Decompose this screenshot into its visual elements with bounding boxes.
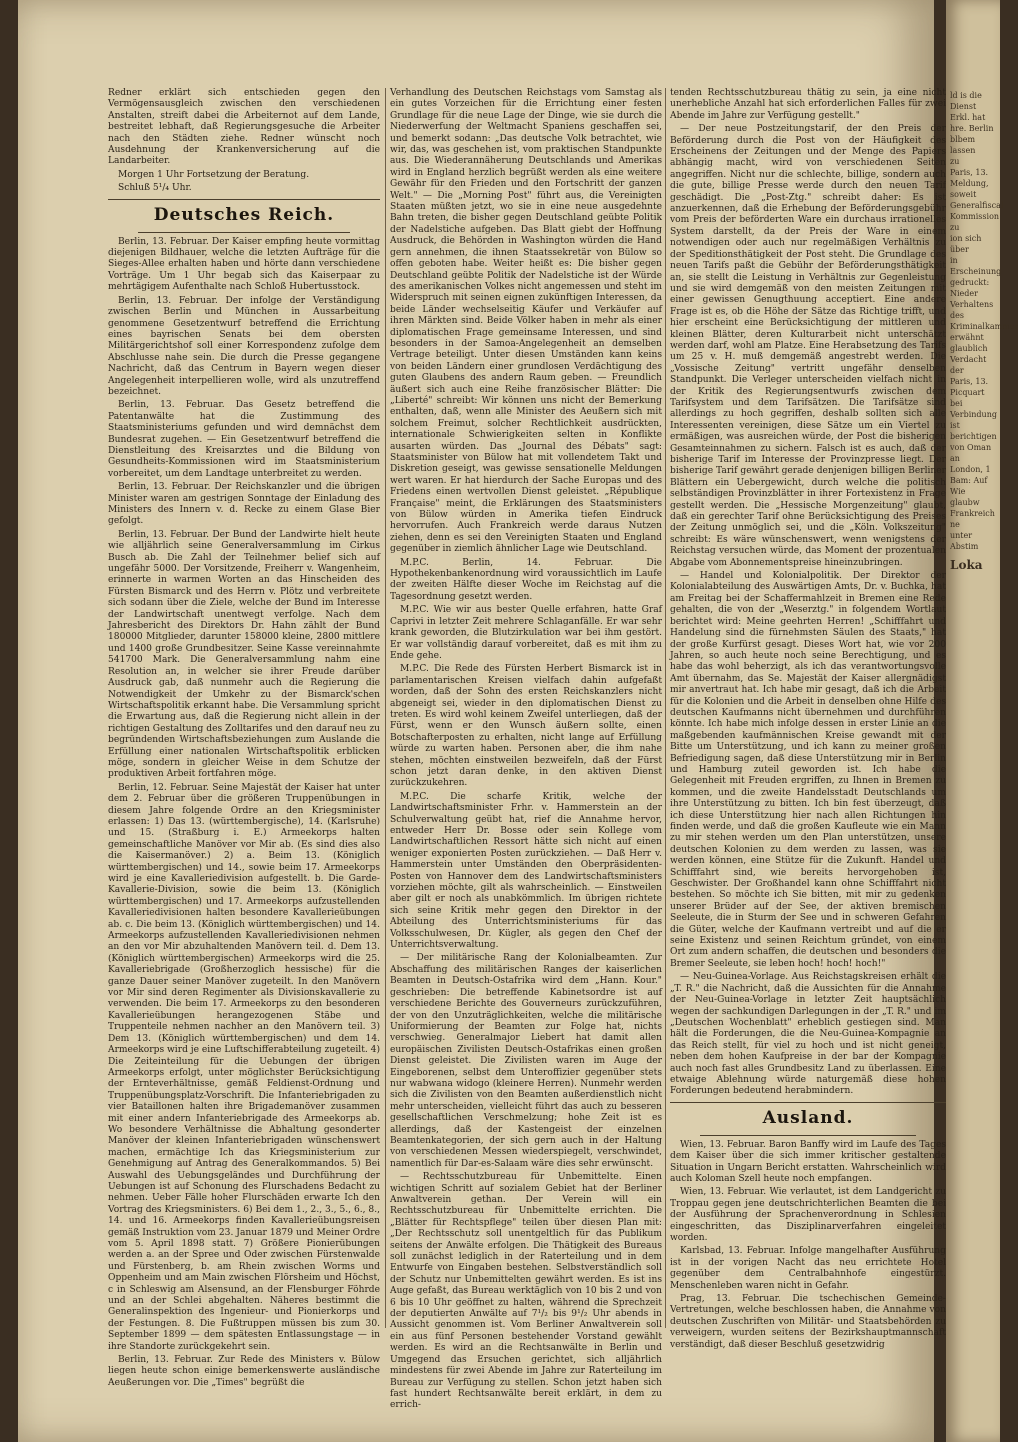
adjacent-page-line: Wie glaubw <box>950 487 980 507</box>
adjacent-page-line: Frankreich ne <box>950 509 995 529</box>
morgen-line: Morgen 1 Uhr Fortsetzung der Beratung. <box>118 169 310 180</box>
adjacent-page-line: zu <box>950 157 960 166</box>
adjacent-page-line: gedruckt: Nieder <box>950 278 990 298</box>
adjacent-page-line: Verhaltens des <box>950 300 994 320</box>
column-rule <box>385 88 386 1328</box>
heading-underline <box>700 1135 916 1136</box>
adjacent-page-line: ld is die Dienst <box>950 91 982 111</box>
article-postzeitungstarif: — Der neue Postzeitungstarif, der den Preis der Beförderung durch die Post von der Häufigkeit des Erscheinens der Zeitungen und der Menge des Papiers abhängig macht, wird von verschiedenen Seiten angegriffen. Nicht nur die schlechte, billige, sondern auch die gute, billige Presse werde durch den neuen Tarif geschädigt. Die „Post-Ztg." schreibt daher: Es ist anzuerkennen, daß die Erhebung der Beförderungsgebühr vom Preis der beförderten Ware ein durchaus irrationelles System darstellt, da der Preis der Ware in einem notwendigen oder auch nur regelmäßigen Verhältnis zu der Speditionsthätigkeit der Post steht. Die Grundlage des neuen Tarifs paßt die Gebühr der Beförderungsthätigkeit an, sie stellt die Leistung in Verhältnis zur Gegenleistung und sie wird demgemäß von den meisten Zeitungen mit einer gewissen Genugthuung acceptiert. Eine andere Frage ist es, ob die Höhe der Sätze das Richtige trifft, und hier erscheint eine Berücksichtigung der mittleren und kleinen Blätter, deren Kulturarbeit nicht unterschätzt werden darf, wohl am Platze. Eine Herabsetzung des Tarifs um 25 v. H. muß demgemäß angestrebt werden. Die „Vossische Zeitung" vertritt ungefähr denselben Standpunkt. Die Verleger unterscheiden vielfach nicht in der Kritik des Regierungsentwurfs zwischen dem Tarifsystem und dem Tarifsätzen. Die Tarifsätze sind allerdings zu hoch gegriffen, deshalb sollten sich alle Interessenten vereinigen, diese Sätze um ein Viertel zu ermäßigen, was ausreichen würde, der Post die bisherigen Gesamteinnahmen zu sichern. Falsch ist es auch, daß der bisherige Tarif im Interesse der Provinzpresse liegt. Der bisherige Tarif gewährt gerade denjenigen billigen Berliner Blättern ein Uebergewicht, durch welche die politisch selbständigen Provinzblätter in ihrer Fortexistenz in Frage gestellt werden. Die „Hessische Morgenzeitung" glaubt, daß ein gerechter Tarif ohne Berücksichtigung des Preises der Zeitung unmöglich sei, und die „Köln. Volkszeitung" schreibt: Es wäre wünschenswert, wenn wenigstens der Reichstag versuchen würde, das Moment der prozentualen Abgabe vom Abonnementspreise hineinzubringen. <box>670 124 946 568</box>
article-truppenuebungen: Berlin, 12. Februar. Seine Majestät der Kaiser hat unter dem 2. Februar über die größeren Truppenübungen in diesem Jahre folgende Ordre an den Kriegsminister erlassen: 1) Das 13. (württembergische), 14. (Karlsruhe) und 15. (Straßburg i. E.) Armeekorps halten gemeinschaftliche Manöver vor Mir ab. (Es sind dies also die Kaisermanöver.) 2) a. Beim 13. (Königlich württembergischen) und 14., sowie beim 17. Armeekorps wird je eine Kavalleriedivision aufgestellt. b. Die Garde-Kavallerie-Division, sowie die beim 13. (Königlich württembergischen) und 17. Armeekorps aufzustellenden Kavalleriedivisionen halten besondere Kavallerieübungen ab. c. Die beim 13. (Königlich württembergischen) und 14. Armeekorps aufzustellenden Kavalleriedivisionen nehmen an den vor Mir abzuhaltenden Manövern teil. d. Dem 13. (Königlich württembergischen) Armeekorps wird die 25. Kavalleriebrigade (Großherzoglich hessische) für die ganze Dauer seiner Manöver zugeteilt. In den Manövern vor Mir sind deren Regimenter als Divisionskavallerie zu verwenden. Die beim 17. Armeekorps zu den besonderen Kavallerieübungen herangezogenen Stäbe und Truppenteile nehmen nachher an den Manövern teil. 3) Dem 13. (Königlich württembergischen) und dem 14. Armeekorps wird je eine Luftschifferabteilung zugeteilt. 4) Die Zeiteinteilung für die Uebungen der übrigen Armeekorps erfolgt, unter möglichster Berücksichtigung der Ernteverhältnisse, gemäß Feldienst-Ordnung und Truppenübungsplatz-Vorschrift. Die Infanteriebrigaden zu vier Bataillonen halten ihre Brigademanöver zusammen mit einer andern Infanteriebrigade des Armeekorps ab. Wo besondere Verhältnisse die Abhaltung gesonderter Manöver der kleinen Infanteriebrigaden wünschenswert machen, ermächtige Ich das Kriegsministerium zur Genehmigung auf Antrag des Generalkommandos. 5) Bei Auswahl des Uebungsgeländes und Durchführung der Uebungen ist auf Schonung des Flurschadens Bedacht zu nehmen. Ueber Fälle hoher Flurschäden erwarte Ich den Vortrag des Kriegsministers. 6) Bei dem 1., 2., 3., 5., 6., 8., 14. und 16. Armeekorps finden Kavallerieübungsreisen gemäß Instruktion vom 23. Januar 1879 und Meiner Ordre vom 5. April 1898 statt. 7) Größere Pionierübungen werden a. an der Spree und Oder zwischen Fürstenwalde und Fürstenberg, b. am Rhein zwischen Worms und Oppenheim und am Main zwischen Flörsheim und Höchst, c in Schleswig am Alsensund, an der Flensburger Föhrde und an der Schlei abgehalten. Näheres bestimmt die Generalinspektion des Ingenieur- und Pionierkorps und der Festungen. 8. Die Fußtruppen müssen bis zum 30. September 1899 — dem spätesten Entlassungstage — in ihre Standorte zurückgekehrt sein. <box>108 782 380 1352</box>
intro-paragraph: Redner erklärt sich entschieden gegen den Vermögensausgleich zwischen den verschiedenen Anstalten, streift dabei die Arbeiternot auf dem Lande, bestreitet lebhaft, daß Regierungsgesuche die Arbeiter nach den Städten ziehe. Redner wünscht noch Ausdehnung der Krankenversicherung auf die Landarbeiter. <box>108 88 380 167</box>
adjacent-page-line: London, 1 <box>950 465 991 474</box>
article-rechtsschutz-cont: tenden Rechtsschutzbureau thätig zu sein, ja eine nicht unerhebliche Anzahl hat sich erforderlichen Falles für zwei Abende im Jahre zur Verfügung gestellt." <box>670 88 946 121</box>
adjacent-page-line: hre. Berlin <box>950 124 994 133</box>
article-caprivi: M.P.C. Wie wir aus bester Quelle erfahren, hatte Graf Caprivi in letzter Zeit mehrere Schlaganfälle. Er war sehr krank geworden, die Blutzirkulation war bei ihm gestört. Er war vollständig darauf vorbereitet, daß es mit ihm zu Ende gehe. <box>390 605 662 661</box>
adjacent-page-heading: Loka <box>950 558 983 572</box>
adjacent-page-line: Generalfiscal <box>950 201 1004 210</box>
section-divider <box>108 199 380 200</box>
section-divider <box>670 1102 946 1103</box>
article-handel-kolonialpolitik: — Handel und Kolonialpolitik. Der Direktor der Kolonialabteilung des Auswärtigen Amts, Dr. v. Buchka, hat am Freitag bei der Schaffermahlzeit in Bremen eine Rede gehalten, die von der „Weserztg." in folgendem Wortlaut berichtet wird: Meine geehrten Herren! „Schifffahrt und Handelung sind die fürnehmsten Säulen des Staats," hat der große Kurfürst gesagt. Dieses Wort hat, wie vor 200 Jahren, so auch heute noch seine Berechtigung, und es habe das wohl beherzigt, als ich das verantwortungsvolle Amt übernahm, das Se. Majestät der Kaiser allergnädigst mir anvertraut hat. Ich habe mir gesagt, daß ich die Arbeit für die Kolonien und die Arbeit in denselben ohne Hilfe des deutschen Kaufmanns nicht übernehmen und durchführen könnte. Ich habe mich infolge dessen in erster Linie an die maßgebenden kaufmännischen Kreise gewandt mit der Bitte um Unterstützung, und ich kann zu meiner großen Befriedigung sagen, daß diese Unterstützung mir in Berlin und Hamburg zuteil geworden ist. Ich habe die Gelegenheit mit Freuden ergriffen, zu Ihnen in Bremen zu kommen, und die zweite Handelsstadt Deutschlands um ihre Unterstützung zu bitten. Ich bin fest überzeugt, daß ich diese Unterstützung hier nach allen Richtungen hin finden werde, und daß die großen Kaufleute wie ein Mann zu mir stehen werden um den Plan unterstützen, unsere deutschen Kolonien zu dem werden zu lassen, was sie werden können, eine Stütze für die Zukunft. Handel und Schifffahrt sind, wie bereits hervorgehoben ist, Geschwister. Der Großhandel kann ohne Schifffahrt nicht bestehen. So möchte ich Sie bitten, mit mir zu gedenken unserer Brüder auf der See, der aktiven bremischen Seeleute, die in Sturm der See und in schweren Gefahren die Güter, welche der Kaufmann vertreibt und auf die er seine Existenz und seinen Reichtum gründet, von einem Ort zum andern schaffen, die deutschen und besonders die Bremer Seeleute, sie leben hoch! hoch! hoch!" <box>670 571 946 969</box>
article-senat: Berlin, 13. Februar. Der infolge der Verständigung zwischen Berlin und München in Aussarbeitung genommene Gesetzentwurf betreffend die Errichtung eines bayrischen Senats bei dem obersten Militärgerichtshof soll einer Korrespondenz zufolge dem Abschlusse nahe sein. Die durch die Presse gegangene Nachricht, daß das Centrum in Bayern wegen dieser Angelegenheit interpellieren wolle, wird als unzutreffend bezeichnet. <box>108 295 380 397</box>
adjacent-page-line: Paris, 13. <box>950 168 989 177</box>
adjacent-page-edge <box>946 0 1018 1442</box>
adjacent-page-line: ist berichtigen <box>950 421 997 441</box>
section-heading-ausland: Ausland. <box>762 1107 854 1128</box>
adjacent-page-line: Verbindung <box>950 410 997 419</box>
adjacent-page-line: unter Abstim <box>950 531 979 551</box>
column-3 <box>670 88 946 1350</box>
article-reichskanzler: Berlin, 13. Februar. Der Reichskanzler und die übrigen Minister waren am gestrigen Sonntage der Einladung des Ministers des Innern v. d. Recke zu einem Glase Bier gefolgt. <box>108 482 380 527</box>
adjacent-page-line: in Erscheinung <box>950 256 1002 276</box>
adjacent-page-line: Verdacht der <box>950 355 987 375</box>
adjacent-page-line: erwähnt glaublich <box>950 333 988 353</box>
adjacent-page-line: Kriminalkammer <box>950 322 1018 331</box>
heading-underline <box>138 232 350 233</box>
adjacent-page-line: Meldung, soweit <box>950 179 989 199</box>
newspaper-page <box>18 0 946 1442</box>
article-karlsbad: Karlsbad, 13. Februar. Infolge mangelhafter Ausführung ist in der vorigen Nacht das neu errichtete Hotel gegenüber dem Centralbahnhofe eingestürzt. Menschenleben waren nicht in Gefahr. <box>670 1246 946 1291</box>
article-neu-guinea: — Neu-Guinea-Vorlage. Aus Reichstagskreisen erhält die „T. R." die Nachricht, daß die Aussichten für die Annahme der Neu-Guinea-Vorlage in letzter Zeit hauptsächlich wegen der sachkundigen Darlegungen in der „T. R." und im „Deutschen Wochenblatt" erheblich gestiegen sind. Man hält die Forderungen, die die Neu-Guinea-Kompagnie an das Reich stellt, für viel zu hoch und ist nicht geneigt, neben dem hohen Kaufpreise in der bar der Kompagnie auch noch fast alles Grundbesitz Land zu überlassen. Eine etwaige Ablehnung würde naturgemäß diese hohen Forderungen bedeutend herabmindern. <box>670 972 946 1097</box>
adjacent-page-line: blbem lassen <box>950 135 976 155</box>
column-rule <box>665 88 666 1328</box>
article-hammerstein: M.P.C. Die scharfe Kritik, welche der Landwirtschaftsminister Frhr. v. Hammerstein an der Schulverwaltung geübt hat, rief die Annahme hervor, entweder Herr Dr. Bosse oder sein Kollege vom Landwirtschaftlichen Ressort hätte sich nicht auf einen weniger exponierten Posten zurückziehen. — Daß Herr v. Hammerstein unter Umständen den Oberpräsidenten-Posten von Hannover dem des Landwirtschaftsministers vorziehen möchte, gilt als wahrscheinlich. — Einstweilen aber gilt er noch als unabkömmlich. Im übrigen richtete sich seine Kritik mehr gegen den Direktor in der Abteilung des Unterrichtsministeriums für das Volksschulwesen, Dr. Kügler, als gegen den Chef der Unterrichtsverwaltung. <box>390 791 662 951</box>
article-wien-troppau: Wien, 13. Februar. Wie verlautet, ist dem Landgericht zu Troppau gegen jene deutschrichterlichen Beamten die bei der Ausführung der Sprachenverordnung in Schlesien eingeschritten, das Disziplinarverfahren eingeleitet worden. <box>670 1187 946 1243</box>
article-prag: Prag, 13. Februar. Die tschechischen Gemeinde-Vertretungen, welche beschlossen haben, die Annahme von deutschen Zuschriften von Militär- und Staatsbehörden zu verweigern, wurden seitens der Bezirkshauptmannschaft verständigt, daß dieser Beschluß gesetzwidrig <box>670 1294 946 1350</box>
adjacent-page-text <box>950 90 1018 579</box>
article-times: Verhandlung des Deutschen Reichstags vom Samstag als ein gutes Vorzeichen für die Errichtung einer festen Grundlage für die neue Lage der Dinge, wie sie durch die Niederwerfung der Weltmacht Spaniens geschaffen sei, und bemerkt sodann: „Das deutsche Volk betrachtet, wie wir, das, was geschehen ist, vom praktischen Standpunkte aus. Die Wiederannäherung Deutschlands und Amerikas wird in England herzlich begrüßt werden als eine weitere Gewähr für den Frieden und den Fortschritt der ganzen Welt." — Die „Morning Post" führt aus, die Vereinigten Staaten müßten jetzt, wo sie in eine neue ausgedehnte Bahn treten, die bisher gegen Deutschland geübte Politik der Nadelstiche aufgeben. Das Blatt giebt der Hoffnung Ausdruck, die Behörden in Washington würden die Hand gern annehmen, die ihnen Staatssekretär von Bülow so offen geboten habe. Weiter heißt es: Die bisher gegen Deutschland geübte Politik der Nadelstiche ist der Würde des amerikanischen Volkes nicht angemessen und steht im Widerspruch mit seinen eignen zukünftigen Interessen, da beide Länder wechselseitig Käufer und Verkäufer auf ihren Märkten sind. Beide Völker haben in mehr als einer diplomatischen Frage gemeinsame Interessen, und sind besonders in der Samoa-Angelegenheit an demselben Vertrage beteiligt. Unter diesen Umständen kann keins von beiden Ländern einer grundlosen Verdächtigung des guten Glaubens des andern Raum geben. — Freundlich äußert sich auch eine Reihe französischer Blätter: Die „Liberté" schreibt: Wir können uns nicht der Bemerkung enthalten, daß, wenn alle Minister des Aeußern sich mit solchem Freimut, solcher Rechtlichkeit ausdrückten, internationale Schwierigkeiten selten in Konflikte ausarten würden. Das „Journal des Débats" sagt: Staatsminister von Bülow hat mit vollendetem Takt und Diskretion geseigt, was gewisse sensationelle Meldungen wert waren. Er hat hierdurch der Sache Europas und des Friedens einen wertvollen Dienst geleistet. „République Française" meint, die Erklärungen des Staatsministers von Bülow würden in Amerika tiefen Eindruck hervorrufen. Auch Frankreich werde daraus Nutzen ziehen, denn es sei den Vereinigten Staaten und England gegenüber in ziemlich ähnlicher Lage wie Deutschland. <box>390 88 662 555</box>
adjacent-page-line: Bam: Auf <box>950 476 988 485</box>
article-herbert-bismarck: M.P.C. Die Rede des Fürsten Herbert Bismarck ist in parlamentarischen Kreisen vielfach dahin aufgefaßt worden, daß der Sohn des ersten Reichskanzlers nicht abgeneigt sei, wieder in den diplomatischen Dienst zu treten. Es wird wohl keinem Zweifel unterliegen, daß der Fürst, wenn er den Wunsch äußern sollte, einen Botschafterposten zu erhalten, nicht lange auf Erfüllung würde zu warten haben. Personen aber, die ihm nahe stehen, möchten einstweilen bezweifeln, daß der Fürst schon jetzt daran denke, in den aktiven Dienst zurückzukehren. <box>390 664 662 789</box>
adjacent-page-line: Erkl. hat <box>950 113 986 122</box>
article-hypothekenbanken: M.P.C. Berlin, 14. Februar. Die Hypothekenbankenordnung wird voraussichtlich im Laufe der zweiten Hälfte dieser Woche im Reichstag auf die Tagesordnung gesetzt werden. <box>390 557 662 602</box>
article-kaiser: Berlin, 13. Februar. Der Kaiser empfing heute vormittag diejenigen Bildhauer, welche die letzten Aufträge für die Sieges-Allee erhalten haben und hörte dann verschiedene Vorträge. Um 1 Uhr begab sich das Kaiserpaar zu mehrtägigem Aufenthalte nach Schloß Hubertusstock. <box>108 236 380 293</box>
adjacent-page-line: Picquart bei <box>950 388 985 408</box>
adjacent-page-line: ion sich über <box>950 234 982 254</box>
section-heading-deutsches-reich: Deutsches Reich. <box>153 204 335 225</box>
article-rechtsschutzbureau: — Rechtsschutzbureau für Unbemittelte. Einen wichtigen Schritt auf sozialem Gebiet hat der Berliner Anwaltverein gethan. Der Verein will ein Rechtsschutzbureau für Unbemittelte errichten. Die „Blätter für Rechtspflege" teilen über diesen Plan mit: „Der Rechtsschutz soll unentgeltlich für das Publikum seitens der Anwälte erfolgen. Die Thätigkeit des Bureaus soll zunächst lediglich in der Raterteilung und in dem Entwurfe von Eingaben bestehen. Selbstverständlich soll der Schutz nur Unbemittelten gewährt werden. Es ist ins Auge gefaßt, das Bureau werktäglich von 10 bis 2 und von 6 bis 10 Uhr geöffnet zu halten, während die Sprechzeit der deputierten Anwälte auf 7¹/₂ bis 9¹/₂ Uhr abends in Aussicht genommen ist. Vom Berliner Anwaltverein soll ein aus fünf Personen bestehender Vorstand gewählt werden. Es wird an die Rechtsanwälte in Berlin und Umgegend das Ersuchen gerichtet, sich alljährlich mindestens für zwei Abende im Jahre zur Raterteilung im Bureau zur Verfügung zu stellen. Schon jetzt haben sich fast hundert Rechtsanwälte bereit erklärt, in dem zu errich- <box>390 1172 662 1411</box>
article-bund-der-landwirte: Berlin, 13. Februar. Der Bund der Landwirte hielt heute wie alljährlich seine Generalversammlung im Cirkus Busch ab. Die Zahl der Teilnehmer belief sich auf ungefähr 5000. Der Vorsitzende, Freiherr v. Wangenheim, erinnerte in warmen Worten an das Hinscheiden des Fürsten Bismarck und des Herrn v. Plötz und verbreitete sich sodann über die Ziele, welche der Bund im Interesse der Landwirtschaft unentwegt verfolge. Nach dem Jahresbericht des Direktors Dr. Hahn zählt der Bund 180000 Mitglieder, darunter 158000 kleine, 2800 mittlere und 1400 große Grundbesitzer. Seine Kasse vereinnahmte 541700 Mark. Die Generalversammlung nahm eine Resolution an, in welcher sie ihrer Freude darüber Ausdruck gab, daß nunmehr auch die Regierung die Notwendigkeit der Umkehr zu der Bismarck'schen Wirtschaftspolitik erkannt habe. Die Versammlung spricht die Erwartung aus, daß die Regierung nicht allein in der richtigen Gestaltung des Zolltarifes und den darauf neu zu begründenden Wirtschaftsbeziehungen zum Auslande die Erfüllung einer nationalen Wirtschaftspolitik erblicken möge, sondern in gleicher Weise in dem Schutze der produktiven Arbeit fortfahren möge. <box>108 529 380 780</box>
adjacent-page-line: von Oman an <box>950 443 992 463</box>
article-buelow: Berlin, 13. Februar. Zur Rede des Ministers v. Bülow liegen heute schon einige bemerkenswerte ausländische Aeußerungen vor. Die „Times" begrüßt die <box>108 1355 380 1388</box>
schluss-line: Schluß 5¹/₄ Uhr. <box>118 183 192 194</box>
article-wien-banffy: Wien, 13. Februar. Baron Banffy wird im Laufe des Tages dem Kaiser über die sich immer kritischer gestaltende Situation in Ungarn Bericht erstatten. Wahrscheinlich wird auch Koloman Szell heute noch empfangen. <box>670 1139 946 1184</box>
adjacent-page-line: Kommission zu <box>950 212 1000 232</box>
article-kolonialbeamte: — Der militärische Rang der Kolonialbeamten. Zur Abschaffung des militärischen Ranges der kaiserlichen Beamten in Deutsch-Ostafrika wird dem „Hann. Kour." geschrieben: Die betreffende Kabinetsordre ist auf verschiedene Berichte des Gouverneurs zurückzuführen, der von den Unzuträglichkeiten, welche die militärische Uniformierung der Beamten zur Folge hat, nichts verschwieg. Generalmajor Liebert hat damit allen europäischen Zivilisten Deutsch-Ostafrikas einen großen Dienst geleistet. Die Zivilisten waren im Auge der Eingeborenen, selbst dem Unteroffizier gegenüber stets nur wabwana widogo (kleinere Herren). Nunmehr werden sich die Zivilisten von den Beamten außerdienstlich nicht mehr unterscheiden, vielleicht führt das auch zu besseren gesellschaftlichen Verschmelzung; hohe Zeit ist es allerdings, daß der Kastengeist der einzelnen Beamtenkategorien, der sich gern auch in der Haltung von verschiedenen Messen wiederspiegelt, verschwindet, namentlich für Dar-es-Salaam wäre dies sehr erwünscht. <box>390 953 662 1169</box>
adjacent-page-line: Paris, 13. <box>950 377 989 386</box>
column-2 <box>390 88 662 1411</box>
article-patentanwaelte: Berlin, 13. Februar. Das Gesetz betreffend die Patentanwälte hat die Zustimmung des Staatsministeriums gefunden und wird demnächst dem Bundesrat zugehen. — Ein Gesetzentwurf betreffend die Dienstleitung des Kreisarztes und die Bildung von Gesundheits-Kommissionen wird im Staatsministerium vorbereitet, um dem Landtage unterbreitet zu werden. <box>108 400 380 479</box>
column-1 <box>108 88 380 1388</box>
